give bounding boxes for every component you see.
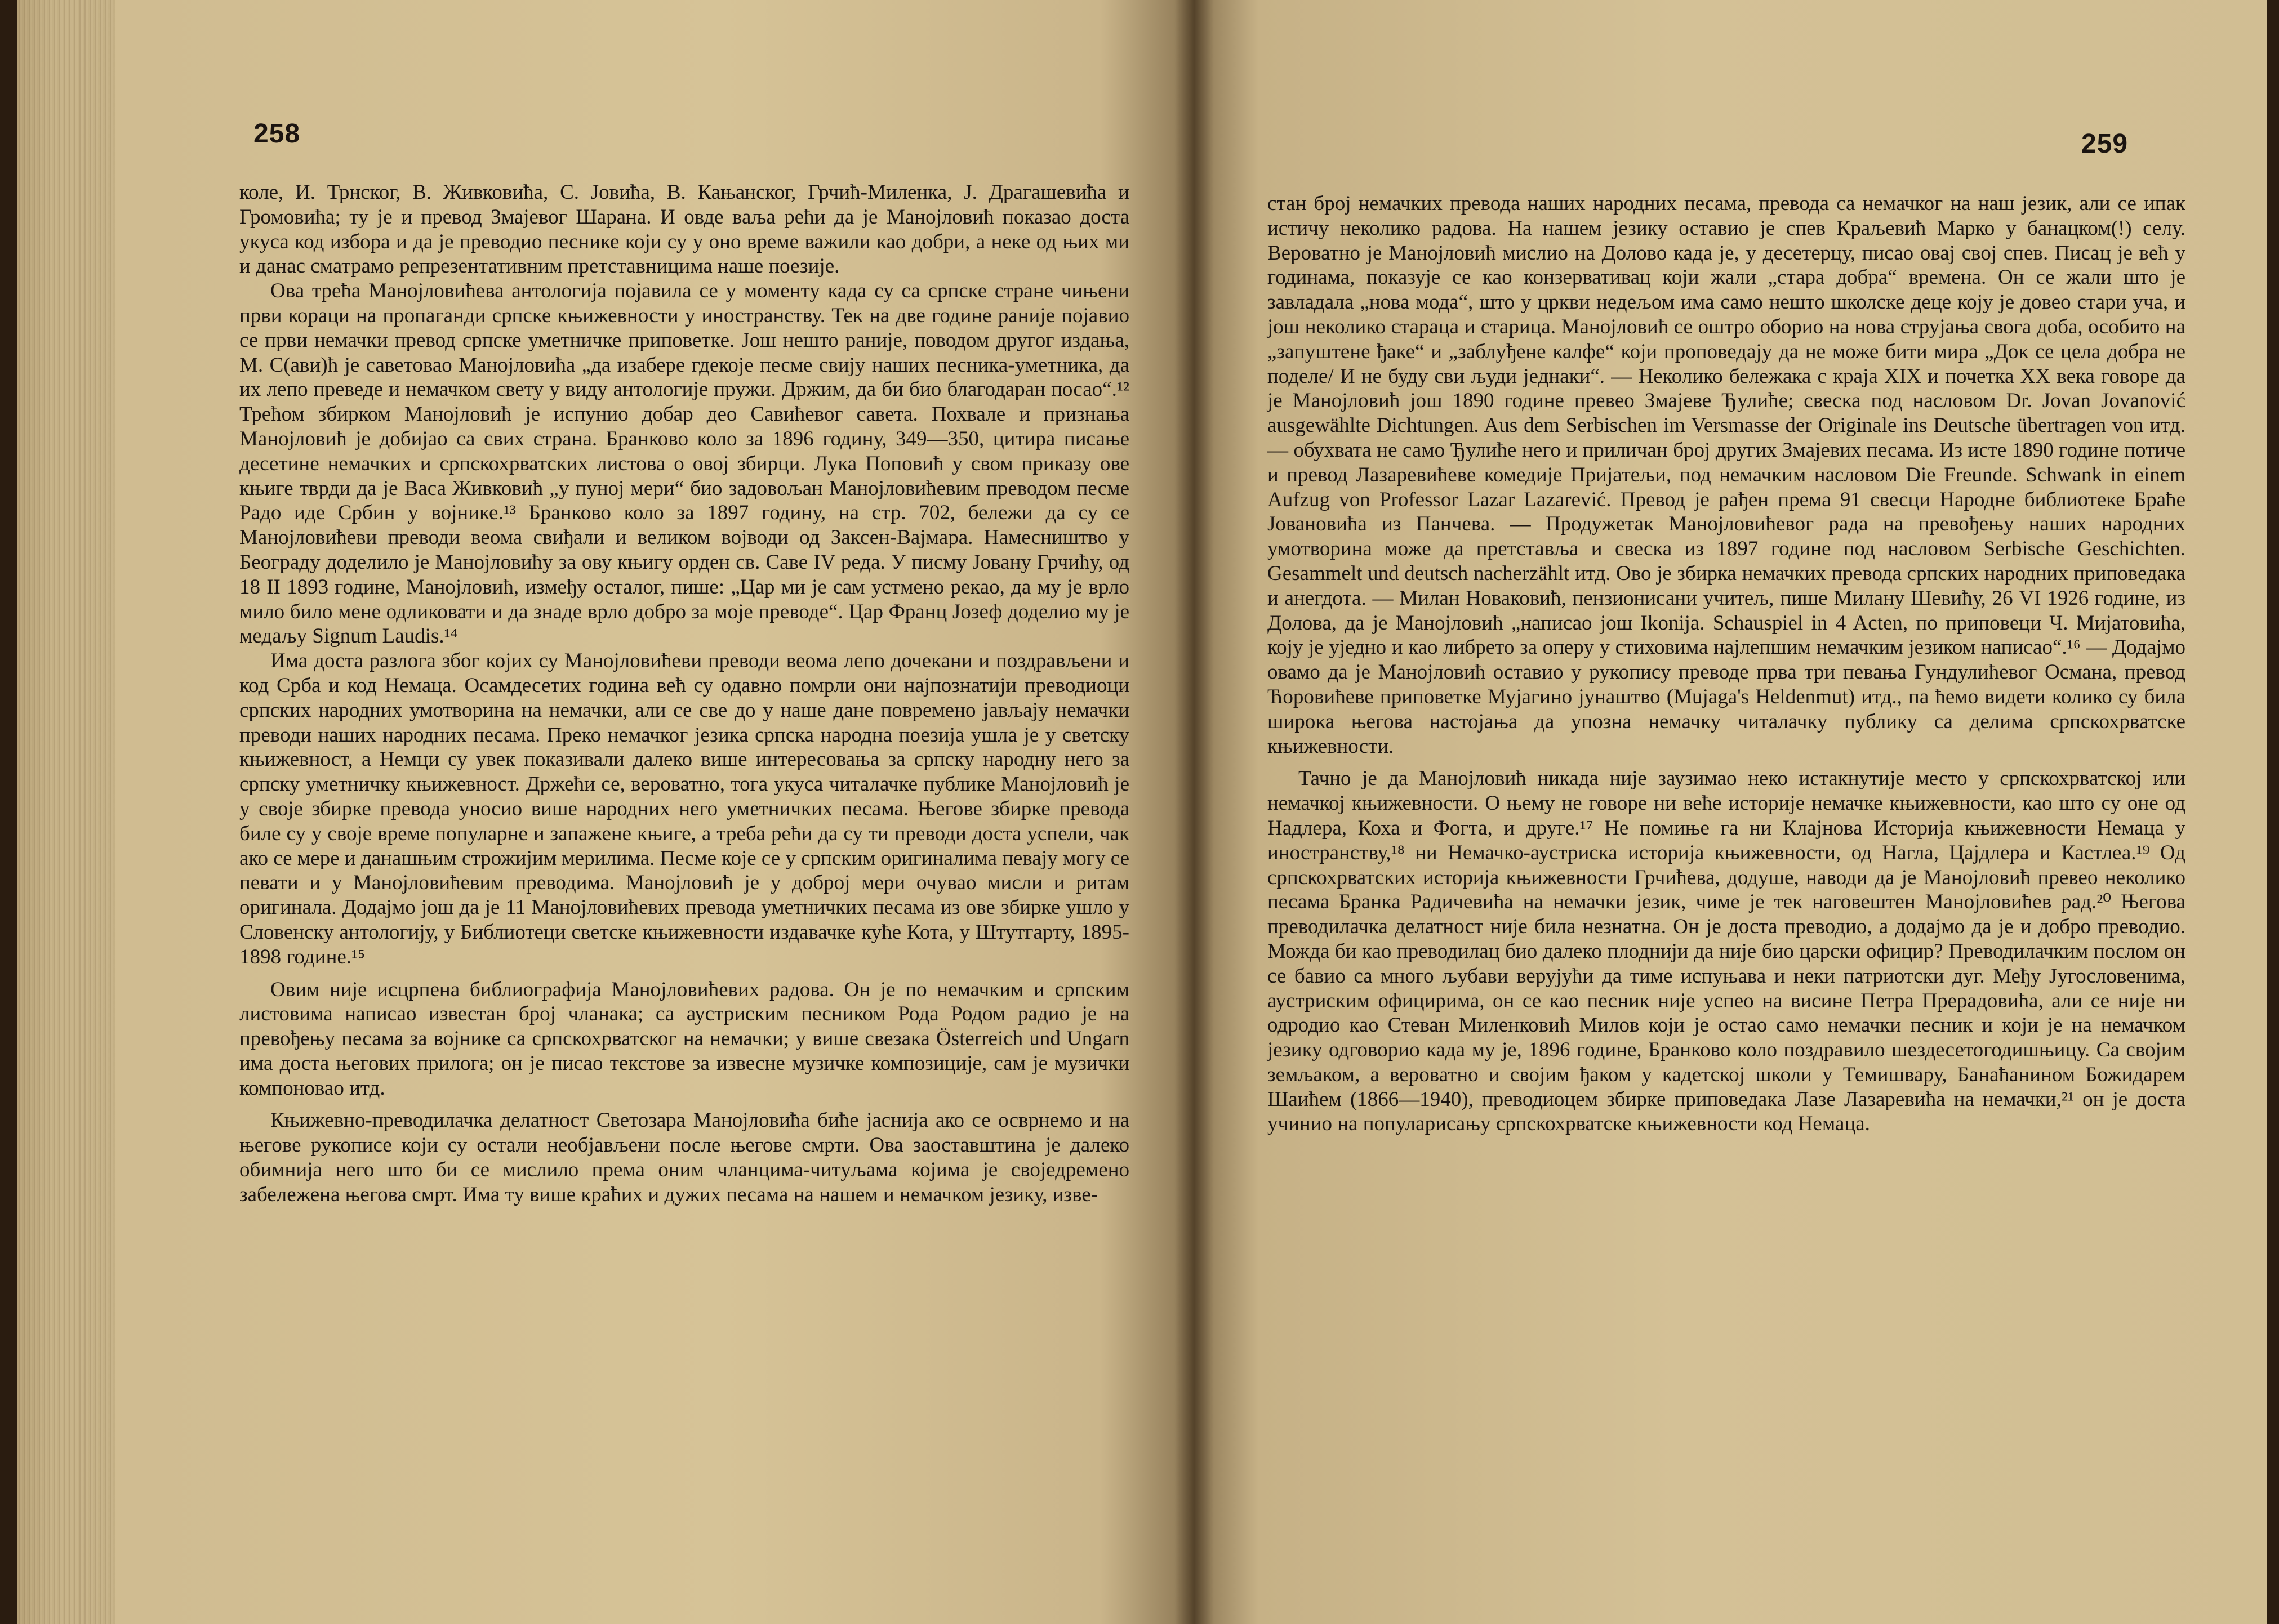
paragraph: Тачно је да Манојловић никада није заузимао неко истакнутије место у српскохрватској или немачкој књижевности. О њему не говоре ни веће историје немачке књижевности, као што су оне од Надлера, Коха и Фогта, и друге.¹⁷ Не помиње га ни Клајнова Историја књижевности Немаца у иностранству,¹⁸ ни Немачко-аустриска историја књижевности, од Нагла, Цајдлера и Кастлеа.¹⁹ Од српскохрватских историја књижевности Грчићева, додуше, наводи да је Манојловић превео неколико песама Бранка Радичевића на немачки језик, чиме је тек наговештен Манојловићев рад.²⁰ Његова преводилачка делатност није била незнатна. Он је доста преводио, а додајмо да је и добро преводио. Можда би као преводилац био далеко плоднији да није био царски официр? Преводилачким послом он се бавио са много љубави верујући да тиме испуњава и неки патриотски дуг. Међу Југословенима, аустриским официрима, он се као песник није успео на висине Петра Прерадовића, али се није ни одродио као Стеван Миленковић Милов који је остао само немачки песник и који је на немачком језику одговорио када му је, 1896 године, Бранково коло поздравило шездесетогодишњицу. Са својим земљаком, а вероватно и својим ђаком у кадетској школи у Темишвару, Банаћанином Божидарем Шаићем (1866—1940), преводиоцем збирке приповедака Лазе Лазаревића на немачки,²¹ он је доста учинио на популарисању српскохрватске књижевности код Немаца. — [1267, 767, 2185, 1136]
paragraph: Ова трећа Манојловићева антологија појавила се у моменту када су са српске стране чињени први кораци на пропаганди српске књижевности у иностранству. Тек на две године раније појавио се први немачки превод српске уметничке приповетке. Још нешто раније, поводом другог издања, М. С(ави)ћ је саветовао Манојловића „да изабере гдекоје песме свију наших песника-уметника, да их лепо преведе и немачком свету у виду антологије пружи. Држим, да би био благодаран посао“.¹² Трећом збирком Манојловић је испунио добар део Савићевог савета. Похвале и признања Манојловић је добијао са свих страна. Бранково коло за 1896 годину, 349—350, цитира писање десетине немачких и српскохрватских листова о овој збирци. Лука Поповић у свом приказу ове књиге тврди да је Васа Живковић „у пуној мери“ био задовољан Манојловићевим преводом песме Радо иде Србин у војнике.¹³ Бранково коло за 1897 годину, на стр. 702, бележи да су се Манојловићеви преводи веома свиђали и великом војводи од Заксен-Вајмара. Намесништво у Београду доделило је Манојловићу за ову књигу орден св. Саве IV реда. У писму Јовану Грчићу, од 18 II 1893 године, Манојловић, између осталог, пише: „Цар ми је сам устмено рекао, да му је врло мило било мене одликовати и да знаде врло добро за моје преводе“. Цар Франц Јозеф доделио му је медаљу Signum Laudis.¹⁴ — [239, 279, 1129, 648]
paragraph: Овим није исцрпена библиографија Манојловићевих радова. Он је по немачким и српским листовима написао известан број чланака; са аустриским песником Рода Родом радио је на превођењу песама за војнике са српскохрватског на немачки; у више свезака Österreich und Ungarn има доста његових прилога; он је писао текстове за извесне музичке композиције, сам је музички компоновао итд. — [239, 978, 1129, 1100]
left-page — [17, 0, 1194, 1624]
right-page — [1194, 0, 2267, 1624]
paragraph: Књижевно-преводилачка делатност Светозара Манојловића биће јаснија ако се осврнемо и на његове рукописе који су остали необјављени после његове смрти. Ова заоставштина је далеко обимнија него што би се мислило према оним чланцима-читуљама којима је своједремено забележена његова смрт. Има ту више краћих и дужих песама на нашем и немачком језику, изве- — [239, 1109, 1129, 1206]
paragraph: стан број немачких превода наших народних песама, превода са немачког на наш језик, али се ипак истичу неколико радова. На нашем језику оставио је спев Краљевић Марко у банацком(!) селу. Вероватно је Манојловић мислио на Долово када је, у десетерцу, писао овај свој спев. Писац је већ у годинама, показује се као конзервативац који жали „стара добра“ времена. Он се жали што је завладала „нова мода“, што у цркви недељом има само нешто школске деце коју је довео стари уча, и још неколико стараца и старица. Манојловић се оштро оборио на нова струјања свога доба, особито на „запуштене ђаке“ и „заблуђене калфе“ који проповедају да не може бити мира „Док се цела добра не поделе/ И не буду сви људи једнаки“. — Неколико бележака с краја XIX и почетка XX века говоре да је Манојловић још 1890 године превео Змајеве Ђулиће; свеска под насловом Dr. Jovan Jovanović ausgewählte Dichtungen. Aus dem Serbischen im Versmasse der Originale ins Deutsche übertragen von итд. — обухвата не само Ђулиће него и приличан број других Змајевих песама. Из исте 1890 године потиче и превод Лазаревићеве комедије Пријатељи, под немачким насловом Die Freunde. Schwank in einem Aufzug von Professor Lazar Lazarević. Превод је рађен према 91 свесци Народне библиотеке Браће Јовановића из Панчева. — Продужетак Манојловићевог рада на превођењу наших народних умотворина може да претставља и свеска из 1897 године под насловом Serbische Geschichten. Gesammelt und deutsch nacherzählt итд. Ово је збирка немачких превода српских народних приповедака и анегдота. — Милан Новаковић, пензионисани учитељ, пише Милану Шевићу, 26 VI 1926 године, из Долова, да је Манојловић „написао још Ikonija. Schauspiel in 4 Acten, по приповеци Ч. Мијатовића, коју је уједно и као либрето за оперу у стиховима најлепшим немачким језиком написао“.¹⁶ — Додајмо овамо да је Манојловић оставио у рукопису преводе прва три певања Гундулићевог Османа, превод Ћоровићеве приповетке Мујагино јунаштво (Mujaga's Heldenmut) итд., па ћемо видети колико су била широка његова настојања да упозна немачку читалачку публику са делима српскохрватске књижевности. — [1267, 192, 2185, 758]
right-text-column — [1267, 191, 2185, 1136]
page-number: 259 — [2081, 129, 2129, 159]
paragraph: Има доста разлога због којих су Манојловићеви преводи веома лепо дочекани и поздрављени и код Срба и код Немаца. Осамдесетих година већ су одавно помрли они најпознатији преводиоци српских народних умотворина на немачки, али се све до у наше дане повремено јављају немачки преводи наших народних песама. Преко немачког језика српска народна поезија ушла је у светску књижевност, а Немци су увек показивали далеко више интересовања за српску народну него за српску уметничку књижевност. Држећи се, вероватно, тога укуса читалачке публике Манојловић је у своје збирке превода уносио више народних него уметничких песама. Његове збирке превода биле су у своје време популарне и запажене књиге, а треба рећи да су ти преводи доста успели, чак ако се мере и данашњим строжијим мерилима. Песме које се у српским оригиналима певају могу се певати и у Манојловићевим преводима. Манојловић је у доброј мери очувао мисли и ритам оригинала. Додајмо још да је 11 Манојловићевих превода уметничких песама из ове збирке ушло у Словенску антологију, у Библиотеци светске књижевности издавачке куће Кота, у Штутгарту, 1895-1898 године.¹⁵ — [239, 649, 1129, 969]
left-text-column — [239, 180, 1129, 1207]
paragraph: коле, И. Трнског, В. Живковића, С. Јовића, В. Кањанског, Грчић-Миленка, Ј. Драгашевића и Громовића; ту је и превод Змајевог Шарана. И овде ваља рећи да је Манојловић показао доста укуса код избора и да је преводио песнике који су у оно време важили као добри, а неке од њих ми и данас сматрамо репрезентативним претставницима наше поезије. — [239, 181, 1129, 278]
page-edges — [17, 0, 115, 1624]
page-number: 258 — [253, 119, 301, 149]
book-gutter — [1174, 0, 1214, 1624]
